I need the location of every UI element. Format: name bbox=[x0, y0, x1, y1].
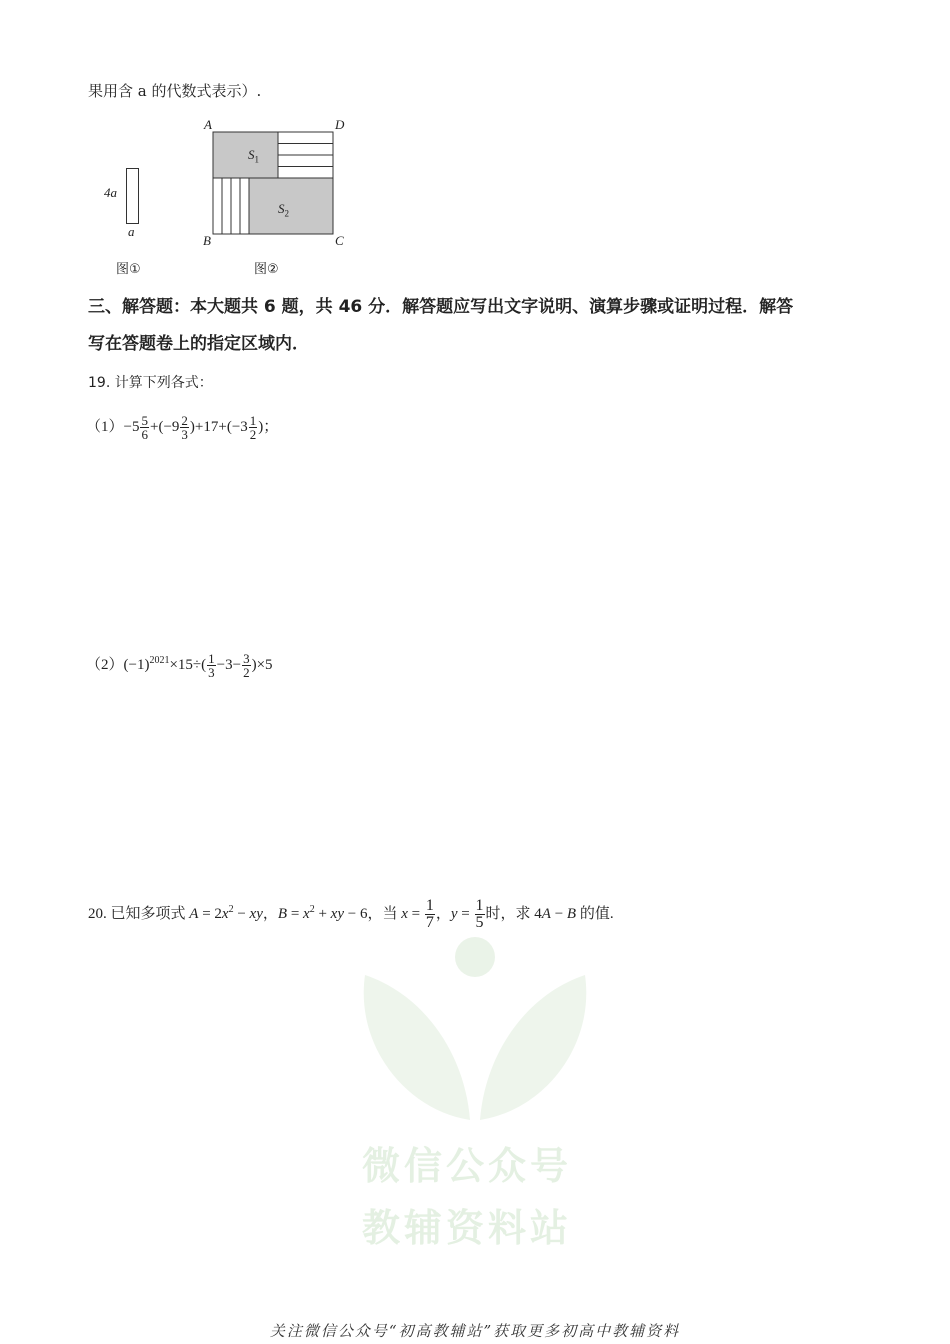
fig1-rectangle bbox=[126, 168, 139, 224]
bottom-left-strips bbox=[213, 178, 249, 234]
fig1-side-label: 4a bbox=[104, 185, 117, 200]
fig1-caption: 图① bbox=[116, 262, 141, 277]
corner-d-label: D bbox=[335, 117, 345, 132]
fraction: $\frac{1}{5}$ bbox=[475, 897, 484, 931]
page-footer: 关注微信公众号“初高教辅站”获取更多初高中教辅资料 bbox=[269, 1322, 681, 1340]
fraction: $\frac{2}{3}$ bbox=[181, 413, 188, 442]
q19-part2: $(2)(-1)^{2021}\times 15\div$( $\frac{1}{3}$ −3− $\frac{3}{2}$ )×5 bbox=[86, 651, 273, 680]
fraction: $\frac{3}{2}$ bbox=[243, 651, 250, 680]
fraction: $\frac{1}{2}$ bbox=[249, 413, 257, 442]
fig2-caption: 图② bbox=[254, 262, 279, 277]
s1-label: $S_1$ bbox=[248, 147, 259, 165]
fraction: $\frac{1}{7}$ bbox=[425, 897, 434, 931]
corner-a-label: A bbox=[204, 117, 212, 132]
intro-line: 果用含 a 的代数式表示）. bbox=[88, 82, 262, 100]
top-right-strips bbox=[278, 144, 333, 167]
corner-c-label: C bbox=[335, 233, 344, 248]
corner-b-label: B bbox=[203, 233, 211, 248]
s2-shaded-rect bbox=[249, 178, 333, 234]
fig1-bottom-label: a bbox=[128, 224, 135, 239]
q20: 20. 已知多项式 $A = 2x^2$ − xy，$B = x^2$ + xy − 6，当 x = $\frac{1}{7}$ ，y = $\frac{1}{5}$ 时，求 4A − B 的值. bbox=[88, 897, 614, 931]
fraction: $\frac{5}{6}$ bbox=[141, 413, 148, 442]
s2-label: $S_2$ bbox=[278, 201, 289, 219]
watermark-line1: 微信公众号 bbox=[362, 1144, 573, 1188]
fig2-diagram bbox=[212, 131, 334, 235]
section3-line2: 写在答题卷上的指定区域内． bbox=[88, 334, 309, 354]
s1-shaded-rect bbox=[213, 132, 278, 178]
watermark-line2: 教辅资料站 bbox=[362, 1206, 573, 1250]
section3-line1: 三、解答题：本大题共 6 题，共 46 分．解答题应写出文字说明、演算步骤或证明过程．解答 bbox=[88, 297, 794, 317]
watermark-logo-icon bbox=[355, 935, 595, 1135]
q19-stem: 19. 计算下列各式： bbox=[88, 375, 213, 391]
fraction: $\frac{1}{3}$ bbox=[208, 651, 215, 680]
q19-part1: （1）−5 $\frac{5}{6}$ +(−9 $\frac{2}{3}$ )+17+(−3 $\frac{1}{2}$ )； bbox=[86, 413, 279, 442]
